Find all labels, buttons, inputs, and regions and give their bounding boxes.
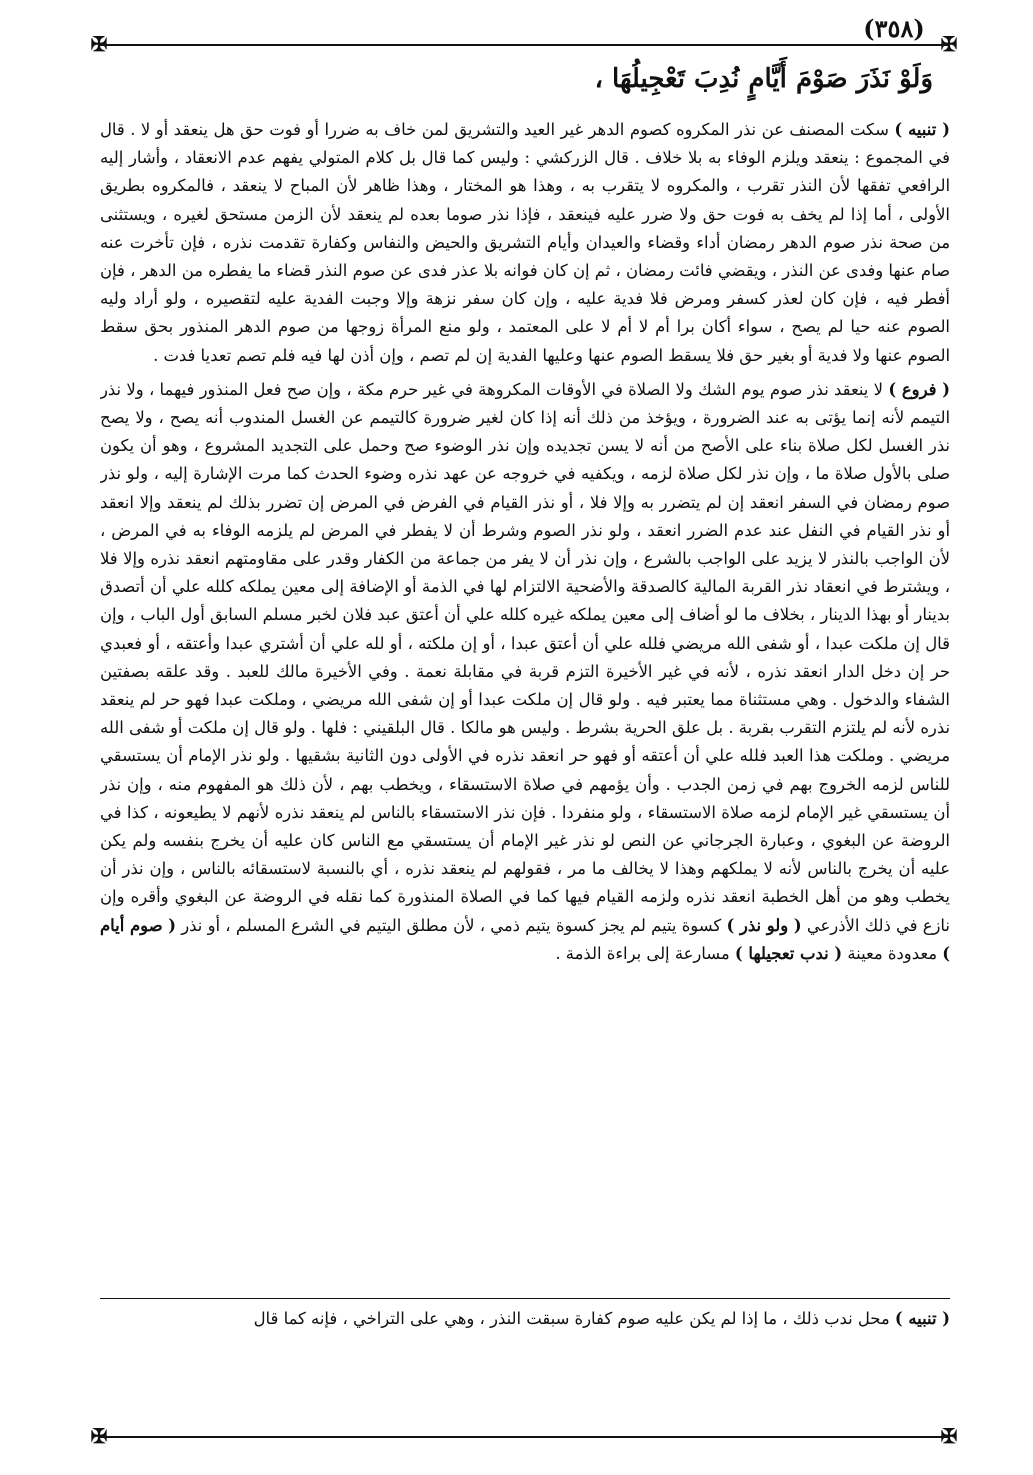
commentary-body: [100, 116, 950, 1291]
quoted-main-text: ( صوم أيام ): [100, 915, 950, 963]
paragraph-text: كسوة يتيم لم يجز كسوة يتيم ذمي ، لأن مطلق اليتيم في الشرع المسلم ، أو نذر: [181, 915, 722, 935]
footer-text: محل ندب ذلك ، ما إذا لم يكن عليه صوم كفارة سبقت النذر ، وهي على التراخي ، فإنه كما قال: [253, 1309, 890, 1328]
quoted-main-text: ( ندب تعجيلها ): [734, 943, 843, 963]
corner-ornament-icon: ✠: [90, 1424, 108, 1448]
paragraph-text: مسارعة إلى براءة الذمة .: [555, 943, 730, 963]
corner-ornament-icon: ✠: [90, 32, 108, 56]
commentary-paragraph: [100, 376, 950, 968]
quoted-main-text: ( ولو نذر ): [726, 915, 802, 935]
paragraph-text: لا ينعقد نذر صوم يوم الشك ولا الصلاة في الأوقات المكروهة في غير حرم مكة ، وإن صح فعل المنذور فيهما ، ولا نذر التيمم لأنه إنما يؤتى به عند الضرورة ، ويؤخذ من ذلك أنه إذا كان لغير ضرورة كالتيمم عن الغسل المندوب أنه يصح ، ولا يصح نذر الغسل لكل صلاة بناء على الأصح من أنه لا يسن تجديده وإن نذر الوضوء صح وحمل على التجديد المشروع ، وهو أن يكون صلى بالأول صلاة ما ، وإن نذر لكل صلاة لزمه ، ويكفيه في خروجه عن عهد نذره وضوء الحدث كما مرت الإشارة إليه ، ولو نذر صوم رمضان في السفر انعقد إن لم يتضرر به وإلا فلا ، أو نذر القيام في الفرض في المرض إن تضرر بذلك لم ينعقد وإلا انعقد أو نذر القيام في النفل عند عدم الضرر انعقد ، ولو نذر الصوم وشرط أن لا يفطر في المرض لم يلزمه الوفاء به في المرض ، لأن الواجب بالنذر لا يزيد على الواجب بالشرع ، وإن نذر أن لا يفر من جماعة من الكفار وقدر على مقاومتهم انعقد نذره وإلا فلا ، ويشترط في انعقاد نذر القربة المالية كالصدقة والأضحية الالتزام لها في الذمة أو الإضافة إلى معين يملكه كلله علي أن أتصدق بدينار أو بهذا الدينار ، بخلاف ما لو أضاف إلى معين يملكه غيره كلله علي أن أعتق عبد فلان لخبر مسلم السابق أول الباب ، وإن قال إن ملكت عبدا ، أو شفى الله مريضي فلله علي أن أعتق عبدا ، أو إن ملكته ، أو لله علي أن أشتري عبدا وأعتقه ، أو فعبدي حر إن دخل الدار انعقد نذره ، لأنه في غير الأخيرة التزم قربة في مقابلة نعمة . وفي الأخيرة مالك للعبد . وقد علقه بصفتين الشفاء والدخول . وهي مستثناة مما يعتبر فيه . ولو قال إن ملكت عبدا أو إن شفى الله مريضي ، وملكت عبدا فهو حر لم ينعقد نذره لأنه لم يلتزم التقرب بقربة . بل علق الحرية بشرط . وليس هو مالكا . قال البلقيني : فلها . ولو قال إن ملكت أو شفى الله مريضي . وملكت هذا العبد فلله علي أن أعتقه أو فهو حر انعقد نذره في الأولى دون الثانية بشقيها . ولو نذر الإمام أن يستسقي للناس لزمه الخروج بهم في زمن الجدب . وأن يؤمهم في صلاة الاستسقاء ، ويخطب بهم ، لأن ذلك هو المفهوم منه ، وإن نذر أن يستسقي غير الإمام لزمه صلاة الاستسقاء ، ولو منفردا . فإن نذر الاستسقاء بالناس لم ينعقد نذره لأنهم لا يطيعونه ، كذا في الروضة عن البغوي ، وعبارة الجرجاني عن النص لو نذر غير الإمام أن يستسقي مع الناس كان عليه أن يخرج بنفسه ولم يكن عليه أن يخرج بالناس لأنه لا يملكهم وهذا لا يخالف ما مر ، فقولهم لم ينعقد نذره ، أي بالنسبة لاستسقائه بالناس ، وإن نذر أن يخطب وهو من أهل الخطبة انعقد نذره ولزمه القيام فيها كما في الصلاة المنذورة كما نقله في الروضة عن البغوي وأقره وإن نازع في ذلك الأذرعي: [100, 379, 950, 935]
paragraph-lead: ( تنبيه ): [894, 120, 950, 139]
bottom-rule: [98, 1436, 950, 1438]
corner-ornament-icon: ✠: [940, 1424, 958, 1448]
footer-note: [100, 1298, 950, 1333]
main-text-heading: وَلَوْ نَذَرَ صَوْمَ أَيَّامٍ نُدِبَ تَعْجِيلُهَا ،: [594, 64, 933, 94]
corner-ornament-icon: ✠: [940, 32, 958, 56]
paragraph-text: سكت المصنف عن نذر المكروه كصوم الدهر غير العيد والتشريق لمن خاف به ضررا أو فوت حق هل ينعقد أو لا . قال في المجموع : ينعقد ويلزم الوفاء به بلا خلاف . قال الزركشي : وليس كما قال بل كلام المتولي يفهم عدم الانعقاد ، وأشار إليه الرافعي تفقها لأن النذر تقرب ، والمكروه لا يتقرب به ، وهذا هو المختار ، وهذا ظاهر لأن المباح لا ينعقد ، فالمكروه بطريق الأولى ، أما إذا لم يخف به فوت حق ولا ضرر عليه فينعقد ، فإذا نذر صوما بعده لم ينعقد لأن الزمن مستحق لغيره ، ويستثنى من صحة نذر صوم الدهر رمضان أداء وقضاء والعيدان وأيام التشريق والحيض والنفاس وكفارة تقدمت نذره ، فإن تأخرت عنه صام عنها وفدى عن النذر ، ويقضي فائت رمضان ، ثم إن كان فوانه بلا عذر فدى عن صوم النذر قضاء ما يفطره من الدهر ، فإن أفطر فيه ، فإن كان لعذر كسفر ومرض فلا فدية عليه ، وإن كان سفر نزهة وإلا وجبت الفدية عليه لتقصيره ، ولو أراد وليه الصوم عنه حيا لم يصح ، سواء أكان برا أم لا أم لا على المعتمد ، ولو منع المرأة زوجها من صوم الدهر المنذور بحق سقط الصوم عنها ولا فدية أو بغير حق فلا يسقط الصوم عنها وعليها الفدية إن لم تصم ، وإن أذن لها فيه فلم تصم تعديا فدت .: [100, 120, 950, 365]
paragraph-lead: ( فروع ): [888, 379, 950, 399]
commentary-paragraph: [100, 116, 950, 370]
paragraph-text: معدودة معينة: [847, 943, 938, 963]
page-number: (٣٥٨): [863, 14, 925, 43]
footer-lead: ( تنبيه ): [894, 1309, 950, 1328]
top-rule: [98, 44, 950, 46]
